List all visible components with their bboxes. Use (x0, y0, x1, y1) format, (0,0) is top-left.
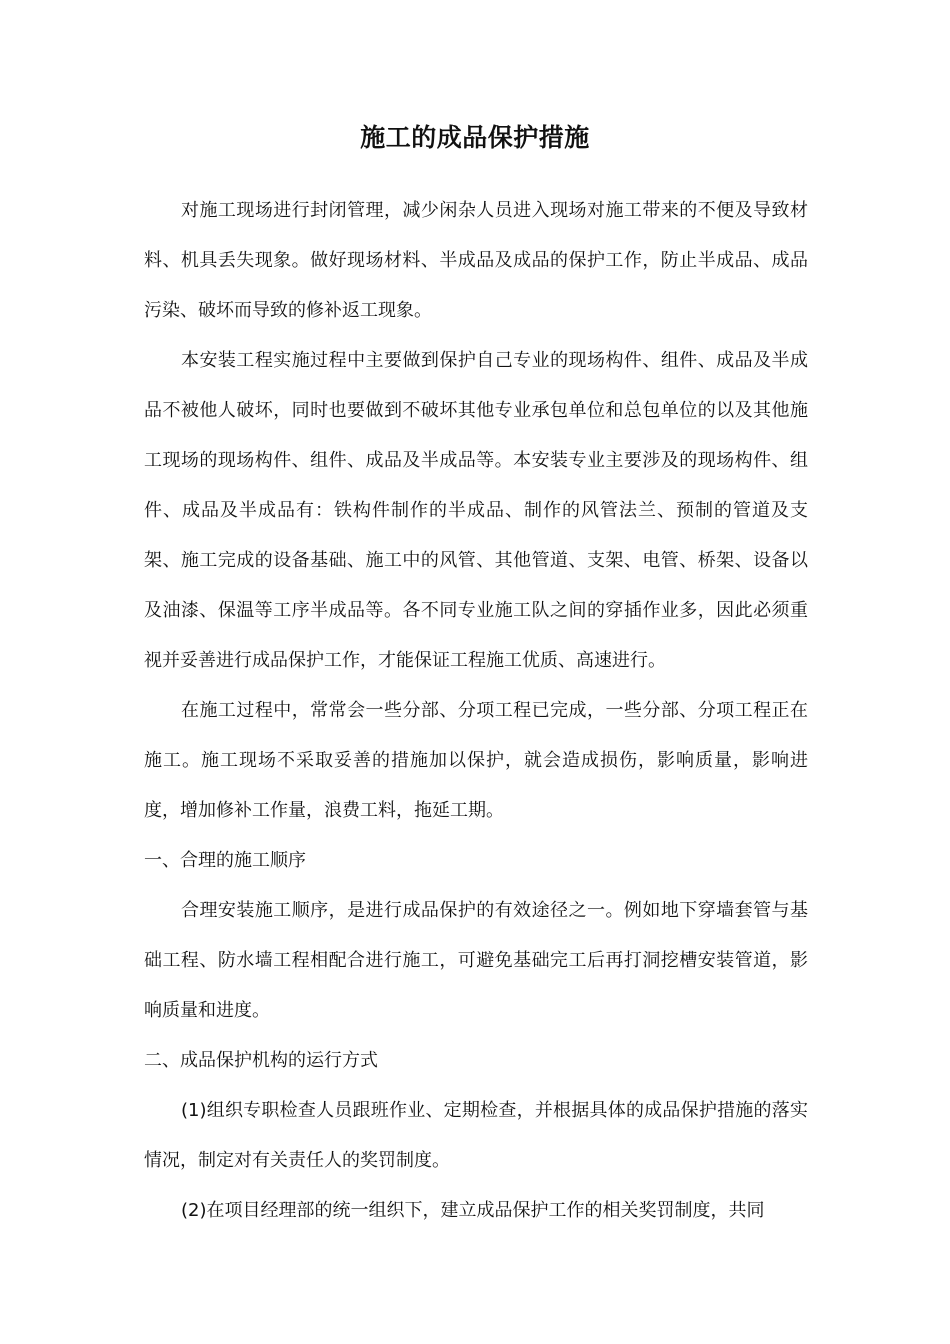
paragraph-site-management: 对施工现场进行封闭管理，减少闲杂人员进入现场对施工带来的不便及导致材料、机具丢失现象。做好现场材料、半成品及成品的保护工作，防止半成品、成品污染、破坏而导致的修补返工现象。 (144, 200, 808, 321)
section-heading-construction-sequence: 一、合理的施工顺序 (144, 850, 306, 871)
paragraph-construction-sequence: 合理安装施工顺序，是进行成品保护的有效途径之一。例如地下穿墙套管与基础工程、防水墙工程相配合进行施工，可避免基础完工后再打洞挖槽安装管道，影响质量和进度。 (144, 900, 808, 1021)
document-title: 施工的成品保护措施 (360, 123, 590, 152)
paragraph-protection-scope: 本安装工程实施过程中主要做到保护自己专业的现场构件、组件、成品及半成品不被他人破坏，同时也要做到不破坏其他专业承包单位和总包单位的以及其他施工现场的现场构件、组件、成品及半成品等。本安装专业主要涉及的现场构件、组件、成品及半成品有：铁构件制作的半成品、制作的风管法兰、预制的管道及支架、施工完成的设备基础、施工中的风管、其他管道、支架、电管、桥架、设备以及油漆、保温等工序半成品等。各不同专业施工队之间的穿插作业多，因此必须重视并妥善进行成品保护工作，才能保证工程施工优质、高速进行。 (144, 350, 808, 671)
list-item-2: (2)在项目经理部的统一组织下，建立成品保护工作的相关奖罚制度，共同 (181, 1200, 765, 1221)
document-body (144, 186, 808, 1236)
section-heading-protection-organization: 二、成品保护机构的运行方式 (144, 1050, 378, 1071)
paragraph-construction-process: 在施工过程中，常常会一些分部、分项工程已完成，一些分部、分项工程正在施工。施工现场不采取妥善的措施加以保护，就会造成损伤，影响质量，影响进度，增加修补工作量，浪费工料，拖延工期。 (144, 700, 808, 821)
list-item-1: (1)组织专职检查人员跟班作业、定期检查，并根据具体的成品保护措施的落实情况，制定对有关责任人的奖罚制度。 (144, 1100, 808, 1171)
